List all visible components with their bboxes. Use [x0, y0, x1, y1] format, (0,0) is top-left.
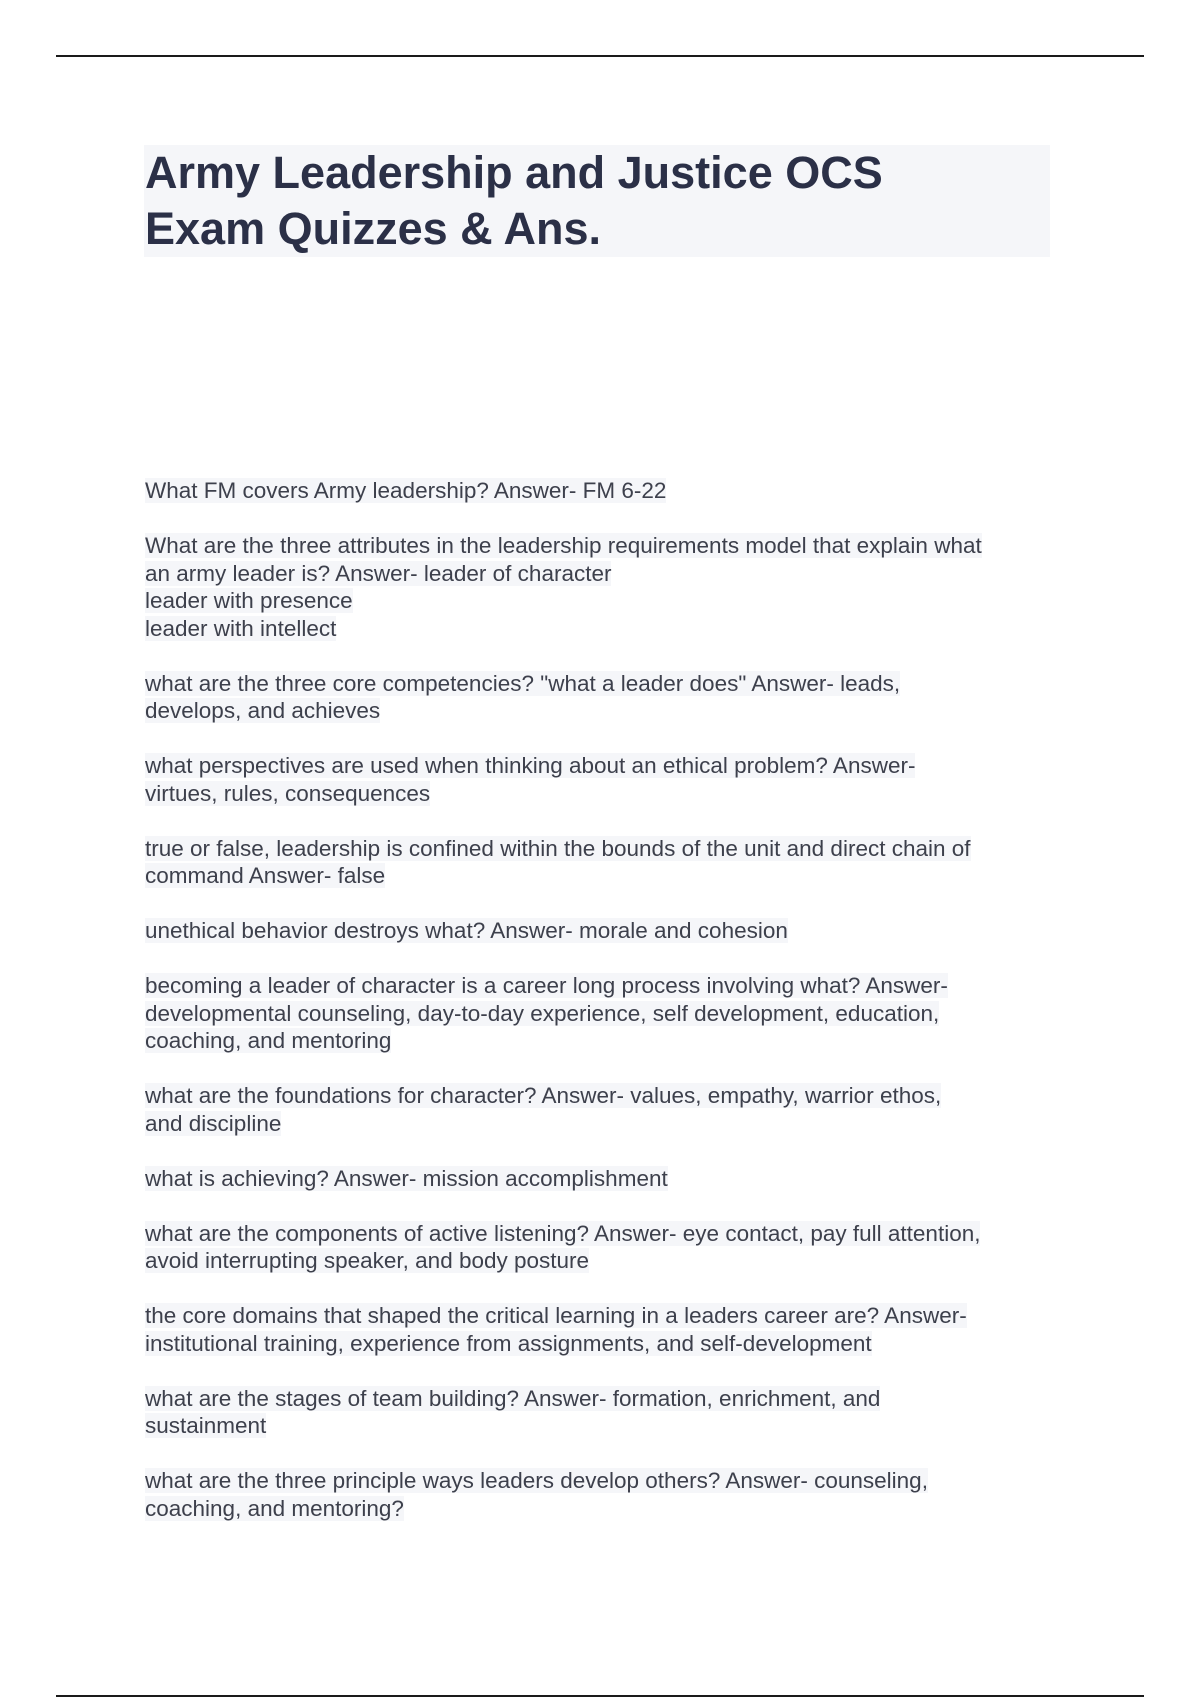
- header-rule: [56, 55, 1144, 57]
- qa-line: develops, and achieves: [145, 698, 381, 723]
- qa-line: What are the three attributes in the leadership requirements model that explain what: [145, 533, 982, 558]
- qa-item: [145, 532, 1065, 642]
- qa-item: [145, 972, 1065, 1055]
- qa-line: what is achieving? Answer- mission accomplishment: [145, 1165, 668, 1191]
- qa-line: coaching, and mentoring: [145, 1028, 392, 1053]
- qa-item: [145, 670, 1065, 725]
- qa-line: what are the three principle ways leaders develop others? Answer- counseling,: [145, 1468, 928, 1493]
- qa-line: the core domains that shaped the critical learning in a leaders career are? Answer-: [145, 1303, 967, 1328]
- qa-line: virtues, rules, consequences: [145, 780, 431, 806]
- qa-line: command Answer- false: [145, 863, 386, 888]
- qa-item: [145, 752, 1065, 807]
- qa-item: [145, 835, 1065, 890]
- qa-line: avoid interrupting speaker, and body posture: [145, 1248, 590, 1273]
- qa-line: true or false, leadership is confined within the bounds of the unit and direct chain of: [145, 835, 971, 861]
- title-line: Army Leadership and Justice OCS: [145, 147, 883, 198]
- qa-list: [145, 477, 1065, 1550]
- qa-item: [145, 917, 1065, 945]
- qa-line: developmental counseling, day-to-day experience, self development, education,: [145, 1000, 940, 1026]
- qa-item: [145, 1302, 1065, 1357]
- qa-item: [145, 1082, 1065, 1137]
- qa-line: what are the foundations for character? Answer- values, empathy, warrior ethos,: [145, 1083, 942, 1108]
- qa-line: sustainment: [145, 1413, 267, 1438]
- qa-line: and discipline: [145, 1110, 282, 1136]
- qa-line: leader with intellect: [145, 615, 337, 641]
- qa-line: what are the components of active listening? Answer- eye contact, pay full attention,: [145, 1220, 981, 1246]
- qa-line: leader with presence: [145, 588, 353, 613]
- qa-item: [145, 1220, 1065, 1275]
- qa-line: an army leader is? Answer- leader of character: [145, 560, 612, 586]
- qa-line: What FM covers Army leadership? Answer- FM 6-22: [145, 478, 667, 503]
- qa-line: unethical behavior destroys what? Answer- morale and cohesion: [145, 918, 788, 943]
- title-line: Exam Quizzes & Ans.: [145, 203, 601, 254]
- qa-line: coaching, and mentoring?: [145, 1495, 404, 1521]
- qa-line: institutional training, experience from assignments, and self-development: [145, 1330, 872, 1356]
- footer-rule: [56, 1695, 1144, 1697]
- title-block: [144, 145, 1050, 257]
- qa-line: what are the stages of team building? Answer- formation, enrichment, and: [145, 1385, 881, 1411]
- qa-line: becoming a leader of character is a career long process involving what? Answer-: [145, 973, 948, 998]
- qa-item: [145, 1165, 1065, 1193]
- document-title: [144, 145, 1050, 257]
- qa-line: what are the three core competencies? "what a leader does" Answer- leads,: [145, 670, 901, 696]
- qa-item: [145, 1467, 1065, 1522]
- qa-line: what perspectives are used when thinking about an ethical problem? Answer-: [145, 753, 916, 778]
- qa-item: [145, 477, 1065, 505]
- qa-item: [145, 1385, 1065, 1440]
